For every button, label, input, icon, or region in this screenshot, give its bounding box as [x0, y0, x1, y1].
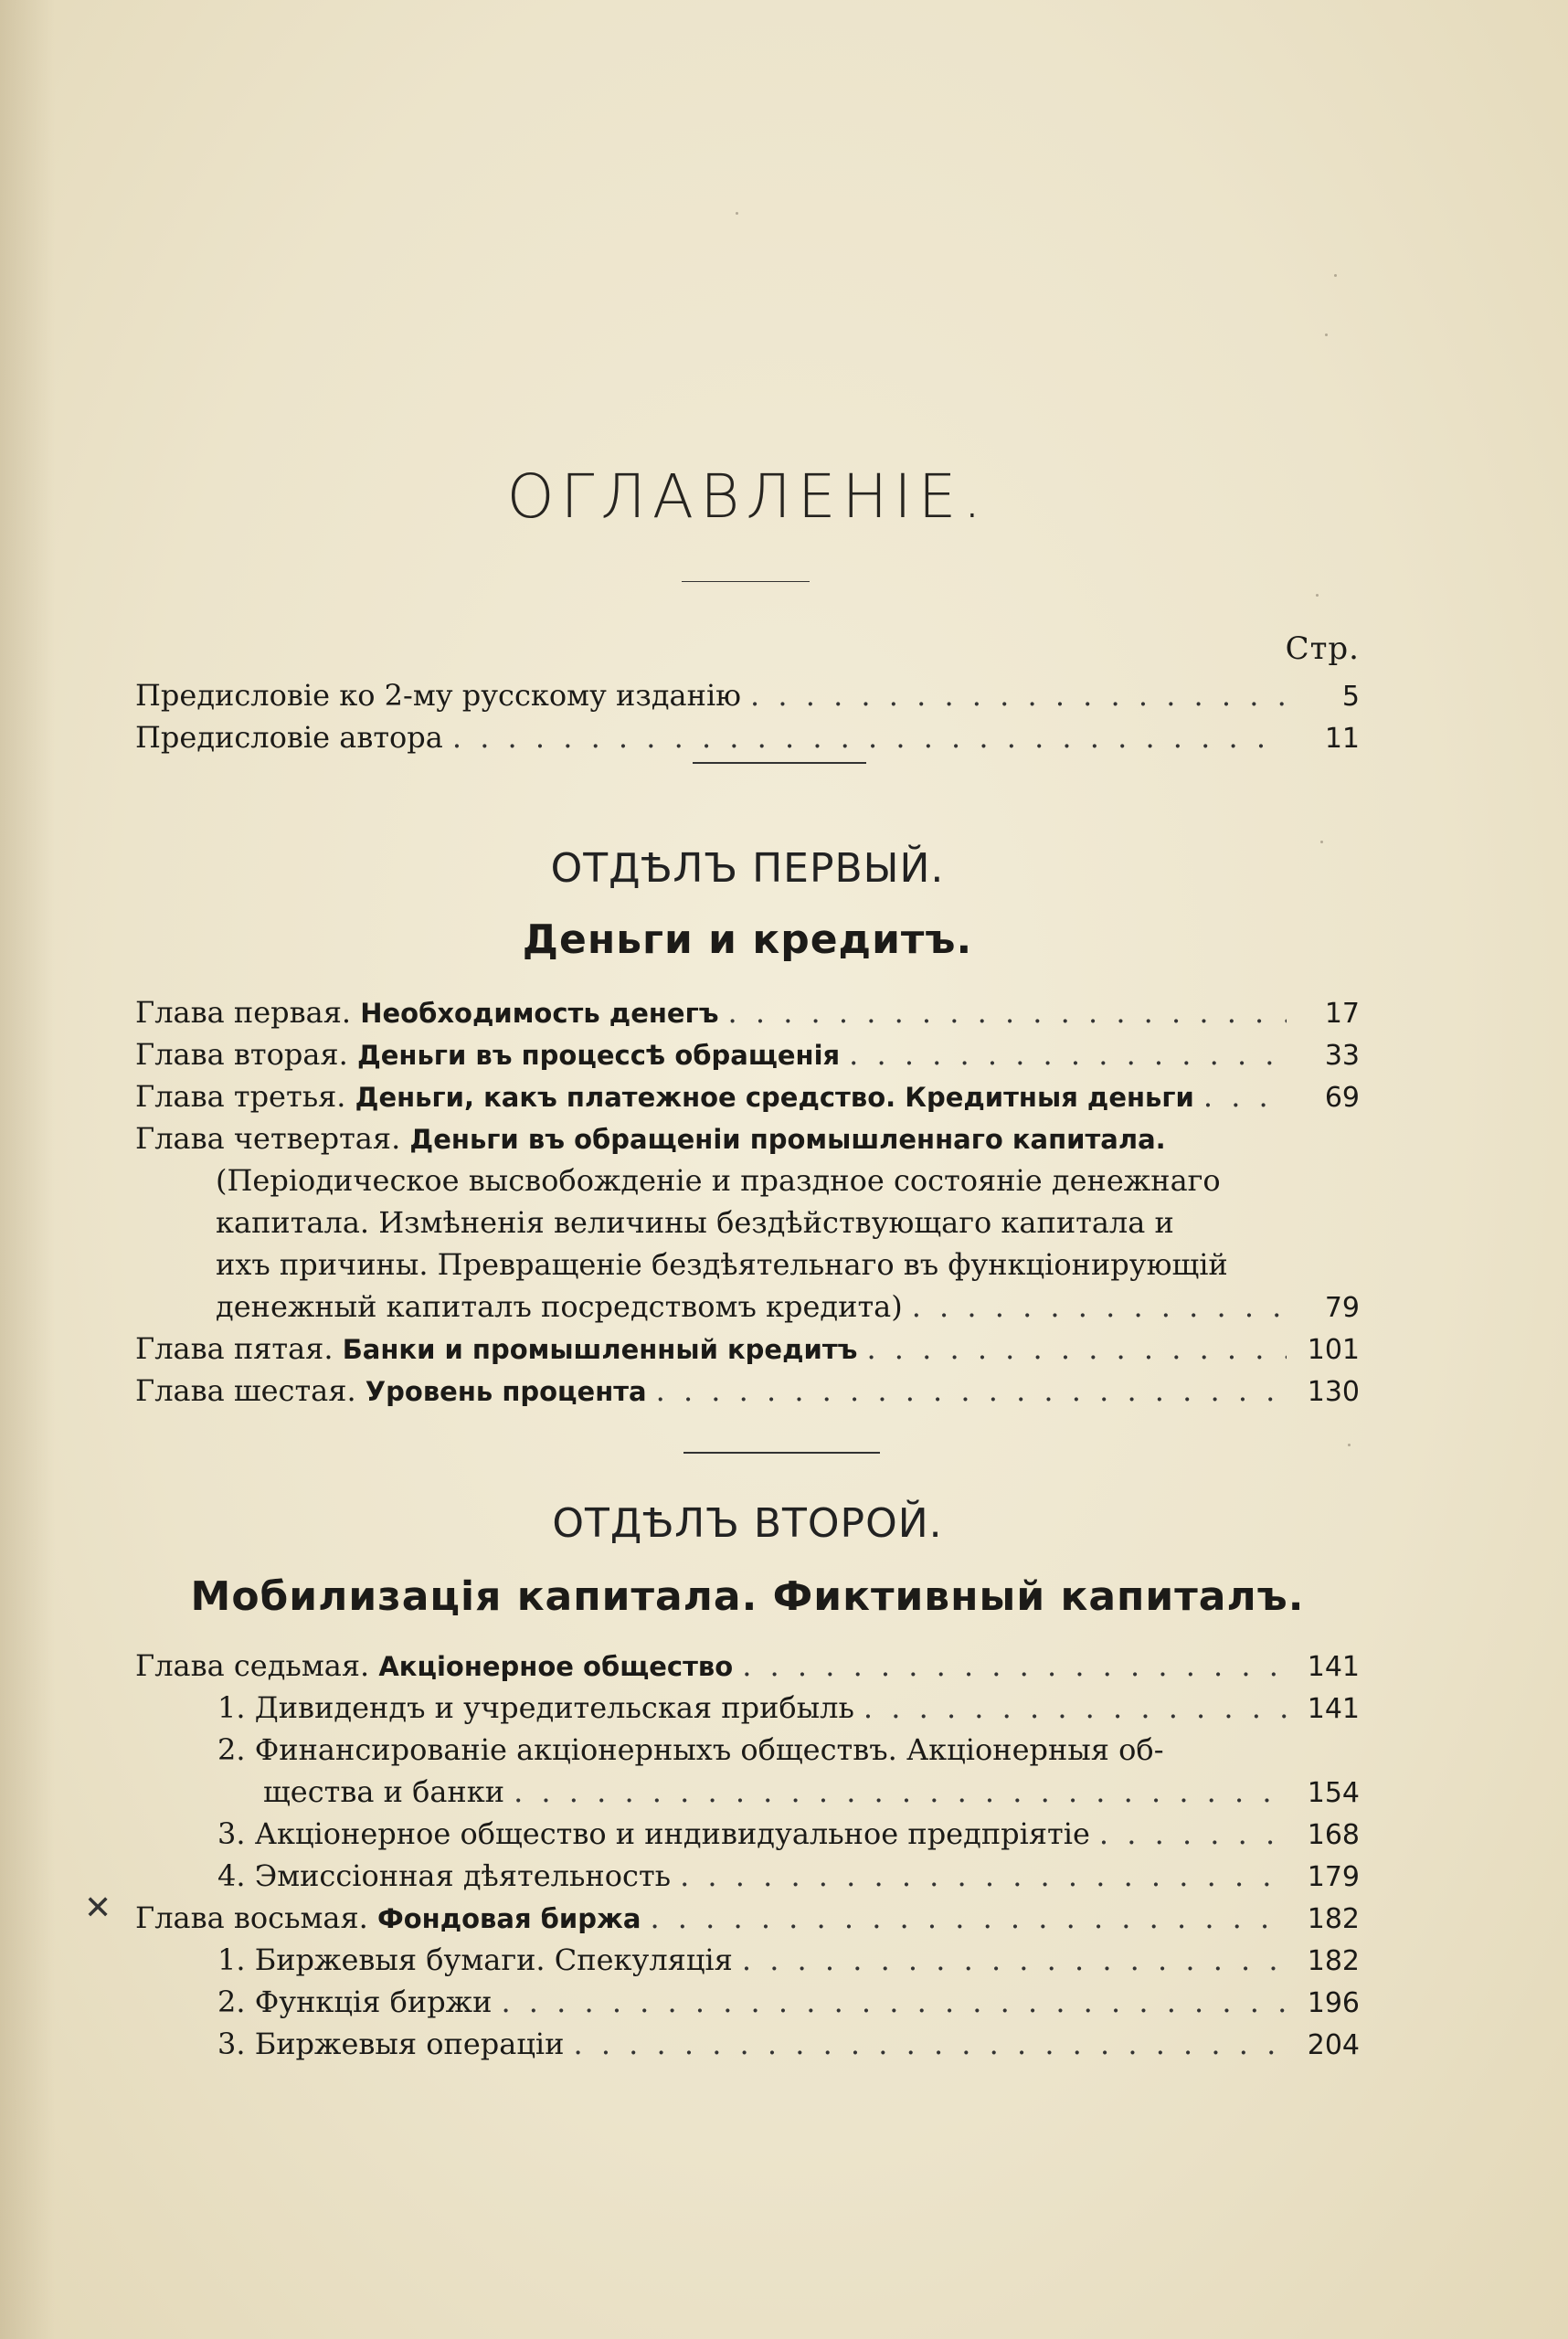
chapter-prefix: Глава четвертая.	[135, 1121, 401, 1156]
toc-entry[interactable]	[135, 1328, 1360, 1370]
chapter-title: Акціонерное общество	[378, 1651, 734, 1682]
chapter-title: Деньги, какъ платежное средство. Кредитныя деньги	[355, 1082, 1194, 1113]
toc-subentry[interactable]	[135, 1981, 1360, 2023]
toc-entry-page: 182	[1307, 1945, 1360, 1977]
toc-entry-page: 154	[1307, 1777, 1360, 1809]
chapter-title: Уровень процента	[365, 1376, 647, 1407]
chapter-prefix: Глава пятая.	[135, 1331, 334, 1366]
toc-entry[interactable]	[135, 991, 1360, 1033]
chapter-prefix: Глава третья.	[135, 1079, 346, 1114]
leader-dots	[1203, 1075, 1287, 1117]
toc-subentry-label: 1. Дивидендъ и учредительская прибыль	[217, 1690, 854, 1725]
leader-dots	[650, 1897, 1287, 1939]
chapter-title: Банки и промышленный кредитъ	[342, 1334, 858, 1365]
chapter-prefix: Глава первая.	[135, 995, 352, 1030]
section-subtitle: Деньги и кредитъ.	[522, 916, 973, 963]
leader-dots	[863, 1687, 1287, 1729]
toc-subentry[interactable]	[135, 1771, 1360, 1813]
chapter-prefix: Глава седьмая.	[135, 1648, 370, 1683]
print-speck	[1325, 333, 1328, 336]
toc-entry-chapter-4[interactable]	[135, 1117, 1166, 1160]
toc-entry-page: 182	[1307, 1903, 1360, 1935]
leader-dots	[1099, 1813, 1287, 1855]
page-column-label: Стр.	[1285, 630, 1360, 667]
toc-entry[interactable]	[135, 1897, 1360, 1939]
section-divider	[683, 1452, 880, 1454]
page-fold-shadow	[0, 0, 55, 2339]
toc-entry[interactable]	[135, 674, 1360, 716]
section-divider	[693, 762, 866, 764]
section-title: ОТДѢЛЪ ПЕРВЫЙ.	[550, 845, 945, 892]
toc-entry-page: 141	[1307, 1693, 1360, 1725]
toc-entry-page: 33	[1324, 1040, 1360, 1072]
toc-subentry[interactable]	[135, 1687, 1360, 1729]
toc-entry-page: 168	[1307, 1819, 1360, 1851]
print-speck	[1334, 274, 1337, 277]
leader-dots	[452, 716, 1287, 758]
toc-subentry[interactable]	[135, 1855, 1360, 1897]
toc-entry-page: 69	[1324, 1082, 1360, 1114]
toc-subentry-label[interactable]: 2. Финансированіе акціонерныхъ обществъ. Акціонерныя об-	[217, 1732, 1164, 1767]
toc-entry[interactable]	[135, 716, 1360, 758]
toc-entry-page: 17	[1324, 998, 1360, 1030]
toc-entry-page: 101	[1307, 1334, 1360, 1366]
toc-subentry-label: 2. Функція биржи	[217, 1984, 493, 2019]
chapter-title: Фондовая биржа	[376, 1903, 641, 1934]
toc-entry-page: 141	[1307, 1651, 1360, 1683]
chapter-prefix: Глава восьмая.	[135, 1900, 368, 1935]
print-speck	[1320, 841, 1323, 843]
toc-entry-page: 5	[1341, 681, 1360, 713]
chapter-title: Деньги въ обращеніи промышленнаго капитала.	[409, 1124, 1166, 1155]
chapter-description-line: (Періодическое высвобожденіе и праздное состояніе денежнаго	[216, 1163, 1221, 1198]
chapter-prefix: Глава шестая.	[135, 1373, 356, 1408]
chapter-title: Деньги въ процессѣ обращенія	[356, 1040, 841, 1071]
toc-entry-label: Предисловіе ко 2-му русскому изданію	[135, 678, 742, 713]
leader-dots	[866, 1328, 1287, 1370]
chapter-description-line: капитала. Измѣненія величины бездѣйствующаго капитала и	[216, 1205, 1174, 1240]
toc-entry[interactable]	[135, 1033, 1360, 1075]
section-title: ОТДѢЛЪ ВТОРОЙ.	[552, 1500, 943, 1547]
toc-entry-page: 11	[1324, 723, 1360, 755]
leader-dots	[680, 1855, 1287, 1897]
toc-entry-page: 204	[1307, 2029, 1360, 2061]
toc-entry[interactable]	[135, 1075, 1360, 1117]
toc-entry[interactable]	[135, 1645, 1360, 1687]
chapter-description-line: ихъ причины. Превращеніе бездѣятельнаго въ функціонирующій	[216, 1247, 1228, 1282]
title-rule	[682, 581, 810, 582]
print-speck	[736, 212, 738, 215]
toc-entry-page: 79	[1324, 1292, 1360, 1324]
leader-dots	[750, 674, 1287, 716]
chapter-title: Необходимость денегъ	[360, 998, 719, 1029]
handwritten-margin-mark: ✕	[84, 1889, 112, 1927]
print-speck	[1348, 1444, 1351, 1446]
leader-dots	[656, 1370, 1287, 1412]
toc-subentry[interactable]	[135, 1813, 1360, 1855]
leader-dots	[742, 1645, 1287, 1687]
toc-entry-page: 196	[1307, 1987, 1360, 2019]
toc-subentry-label: 3. Биржевыя операціи	[217, 2027, 565, 2061]
toc-entry[interactable]	[135, 1370, 1360, 1412]
toc-entry-page: 130	[1307, 1376, 1360, 1408]
section-subtitle: Мобилизація капитала. Фиктивный капиталъ.	[190, 1573, 1305, 1620]
chapter-prefix: Глава вторая.	[135, 1037, 348, 1072]
leader-dots	[849, 1033, 1287, 1075]
toc-entry[interactable]	[135, 1286, 1360, 1328]
toc-subentry-label: 1. Биржевыя бумаги. Спекуляція	[217, 1942, 733, 1977]
chapter-description-line: денежный капиталъ посредствомъ кредита)	[216, 1289, 903, 1324]
toc-subentry-label: щества и банки	[263, 1774, 505, 1809]
leader-dots	[573, 2023, 1287, 2065]
toc-subentry[interactable]	[135, 1939, 1360, 1981]
leader-dots	[501, 1981, 1287, 2023]
leader-dots	[742, 1939, 1287, 1981]
print-speck	[1316, 594, 1319, 597]
leader-dots	[514, 1771, 1287, 1813]
page-title: ОГЛАВЛЕНІЕ.	[506, 461, 989, 532]
toc-subentry-label: 4. Эмиссіонная дѣятельность	[217, 1858, 672, 1893]
toc-entry-page: 179	[1307, 1861, 1360, 1893]
leader-dots	[728, 991, 1287, 1033]
toc-entry-label: Предисловіе автора	[135, 720, 443, 755]
toc-subentry[interactable]	[135, 2023, 1360, 2065]
leader-dots	[912, 1286, 1287, 1328]
toc-subentry-label: 3. Акціонерное общество и индивидуальное предпріятіе	[217, 1816, 1090, 1851]
